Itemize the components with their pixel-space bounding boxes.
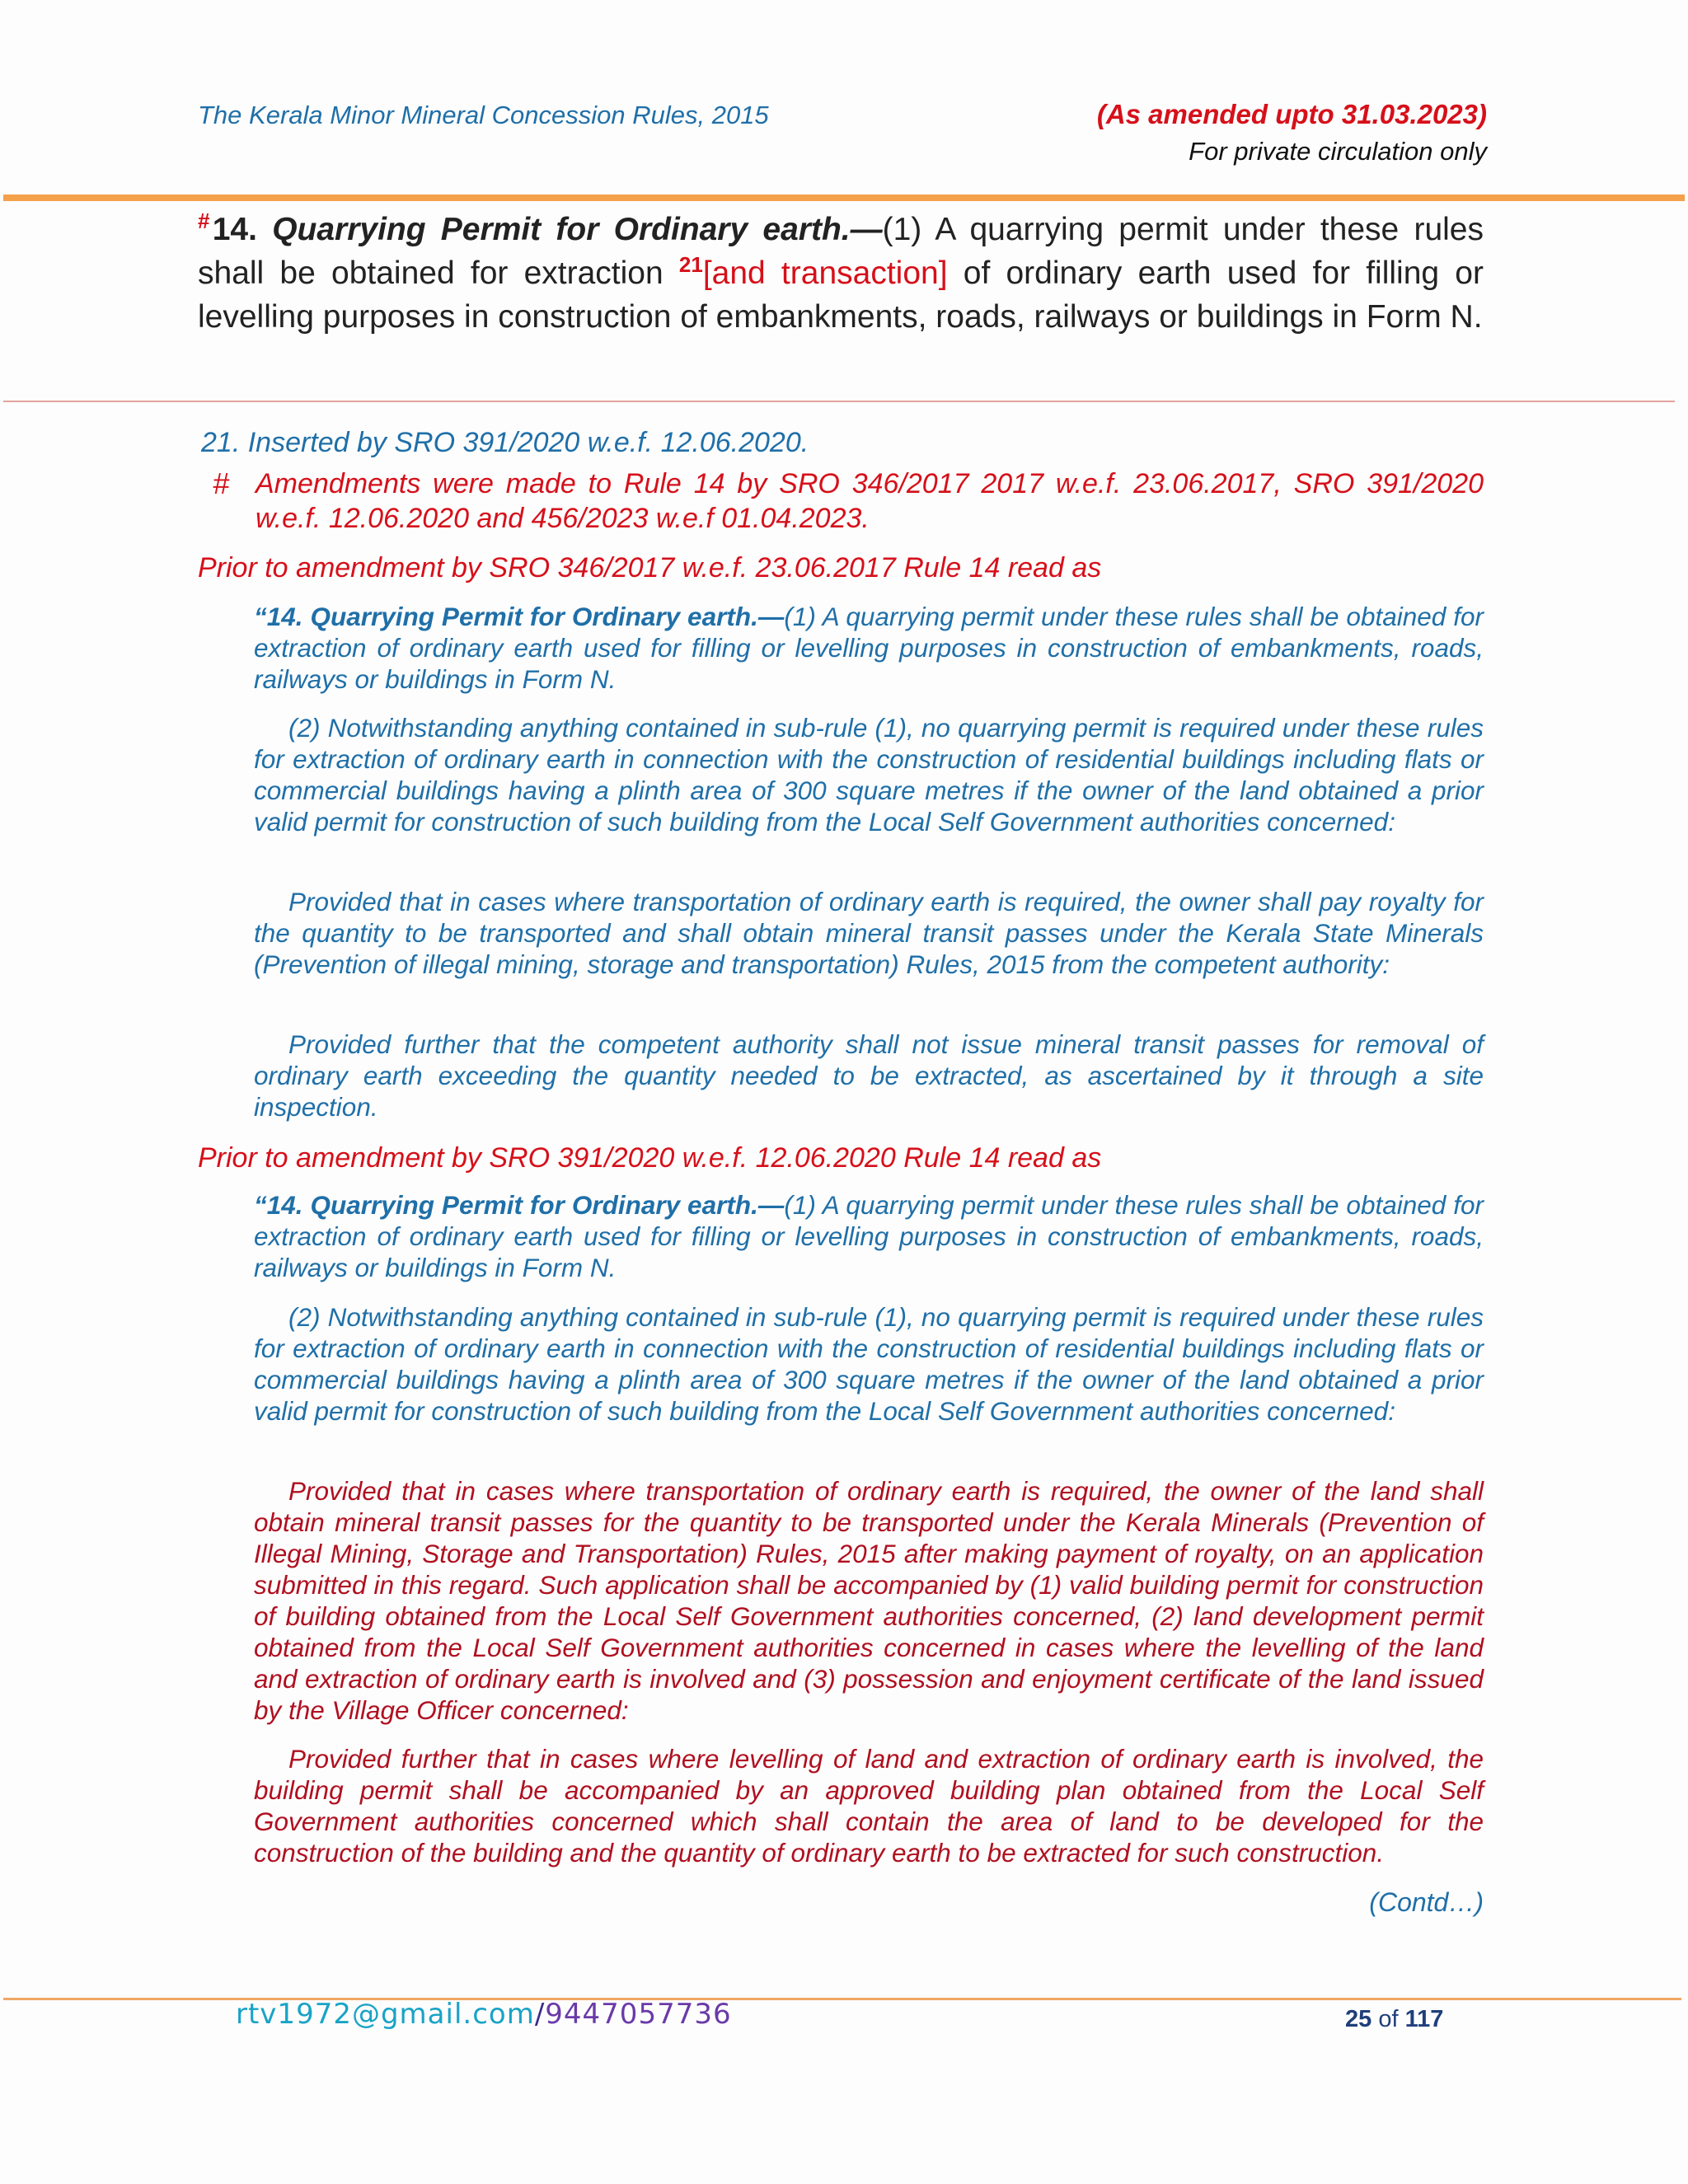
contact-phone: 9447057736 [545, 1998, 732, 2031]
page-of: of [1378, 2006, 1399, 2032]
rule-14-paragraph [198, 208, 1484, 339]
footnote-hash: Amendments were made to Rule 14 by SRO 346/2017 2017 w.e.f. 23.06.2017, SRO 391/2020 w.e.f. 12.06.2020 and 456/2023 w.e.f 01.04.2023. [256, 468, 1484, 534]
contact-separator: / [534, 1998, 546, 2031]
footnote-21: 21. Inserted by SRO 391/2020 w.e.f. 12.06.2020. [201, 427, 809, 458]
rule-number: 14. [212, 212, 257, 247]
document-title: The Kerala Minor Mineral Concession Rules, 2015 [198, 101, 769, 129]
circulation-note: For private circulation only [1189, 137, 1487, 166]
rule-title: Quarrying Permit for Ordinary earth.— [272, 212, 883, 247]
footnote-hash-marker: # [213, 466, 230, 500]
inserted-text: [and transaction] [702, 255, 948, 291]
prior2-rule-title: “14. Quarrying Permit for Ordinary earth.— [254, 1190, 785, 1220]
contact-email: rtv1972@gmail.com [236, 1998, 535, 2031]
prior1-subrule-1-text: (1) A quarrying permit under these rules shall be obtained for extraction of ordinary earth used for filling or levelling purposes in construction of embankments, roads, railways or buildings in Form N. [254, 602, 1484, 694]
page-current: 25 [1345, 2006, 1372, 2032]
prior-amendment-heading-2: Prior to amendment by SRO 391/2020 w.e.f. 12.06.2020 Rule 14 read as [198, 1142, 1102, 1174]
contact-info [236, 1998, 732, 2031]
prior2-subrule-2: (2) Notwithstanding anything contained in sub-rule (1), no quarrying permit is required under these rules for extraction of ordinary earth in connection with the construction of residential buildings including flats or commercial buildings having a plinth area of 300 square metres if the owner of the land obtained a prior valid permit for construction of such building from the Local Self Government authorities concerned: [254, 1302, 1484, 1426]
amended-note: (As amended upto 31.03.2023) [1096, 99, 1487, 129]
prior2-proviso-1: Provided that in cases where transportation of ordinary earth is required, the owner of the land shall obtain mineral transit passes for the quantity to be transported under the Kerala Minerals (Prevention of Illegal Mining, Storage and Transportation) Rules, 2015 after making payment of royalty, on an application submitted in this regard. Such application shall be accompanied by (1) valid building permit for construction of building obtained from the Local Self Government authorities concerned, (2) land development permit obtained from the Local Self Government authorities concerned in cases where the levelling of the land and extraction of ordinary earth is involved and (3) possession and enjoyment certificate of the land issued by the Village Officer concerned: [254, 1476, 1484, 1725]
prior2-subrule-1-text: (1) A quarrying permit under these rules shall be obtained for extraction of ordinary earth used for filling or levelling purposes in construction of embankments, roads, railways or buildings in Form N. [254, 1190, 1484, 1282]
page-number [1345, 2006, 1443, 2033]
prior1-subrule-1 [254, 601, 1484, 695]
prior2-proviso-2: Provided further that in cases where levelling of land and extraction of ordinary earth is involved, the building permit shall be accompanied by an approved building plan obtained from the Local Self Government authorities concerned which shall contain the area of land to be developed for the construction of the building and the quantity of ordinary earth to be extracted for such construction. [254, 1744, 1484, 1868]
prior2-subrule-1 [254, 1189, 1484, 1283]
rule-text-2: of ordinary earth used for filling or levelling purposes in construction of embankments, roads, railways or buildings in Form N. [198, 255, 1484, 335]
footnote-ref-21: 21 [678, 252, 703, 277]
rule-text-1: (1) A quarrying permit under these rules shall be obtained for extraction [198, 212, 1484, 291]
header-divider [3, 194, 1685, 201]
footnote-divider [3, 401, 1675, 402]
page-total: 117 [1404, 2006, 1444, 2032]
prior1-subrule-2: (2) Notwithstanding anything contained in sub-rule (1), no quarrying permit is required under these rules for extraction of ordinary earth in connection with the construction of residential buildings including flats or commercial buildings having a plinth area of 300 square metres if the owner of the land obtained a prior valid permit for construction of such building from the Local Self Government authorities concerned: [254, 713, 1484, 837]
prior1-rule-title: “14. Quarrying Permit for Ordinary earth.— [254, 602, 785, 631]
prior1-proviso-1: Provided that in cases where transportation of ordinary earth is required, the owner shall pay royalty for the quantity to be transported and shall obtain mineral transit passes under the Kerala State Minerals (Prevention of illegal mining, storage and transportation) Rules, 2015 from the competent authority: [254, 887, 1484, 979]
amendment-hash-marker: # [198, 209, 210, 233]
prior-amendment-heading-1: Prior to amendment by SRO 346/2017 w.e.f. 23.06.2017 Rule 14 read as [198, 552, 1102, 583]
continued-note: (Contd…) [1369, 1887, 1484, 1917]
prior1-proviso-2: Provided further that the competent authority shall not issue mineral transit passes for removal of ordinary earth exceeding the quantity needed to be extracted, as ascertained by it through a site inspection. [254, 1029, 1484, 1122]
